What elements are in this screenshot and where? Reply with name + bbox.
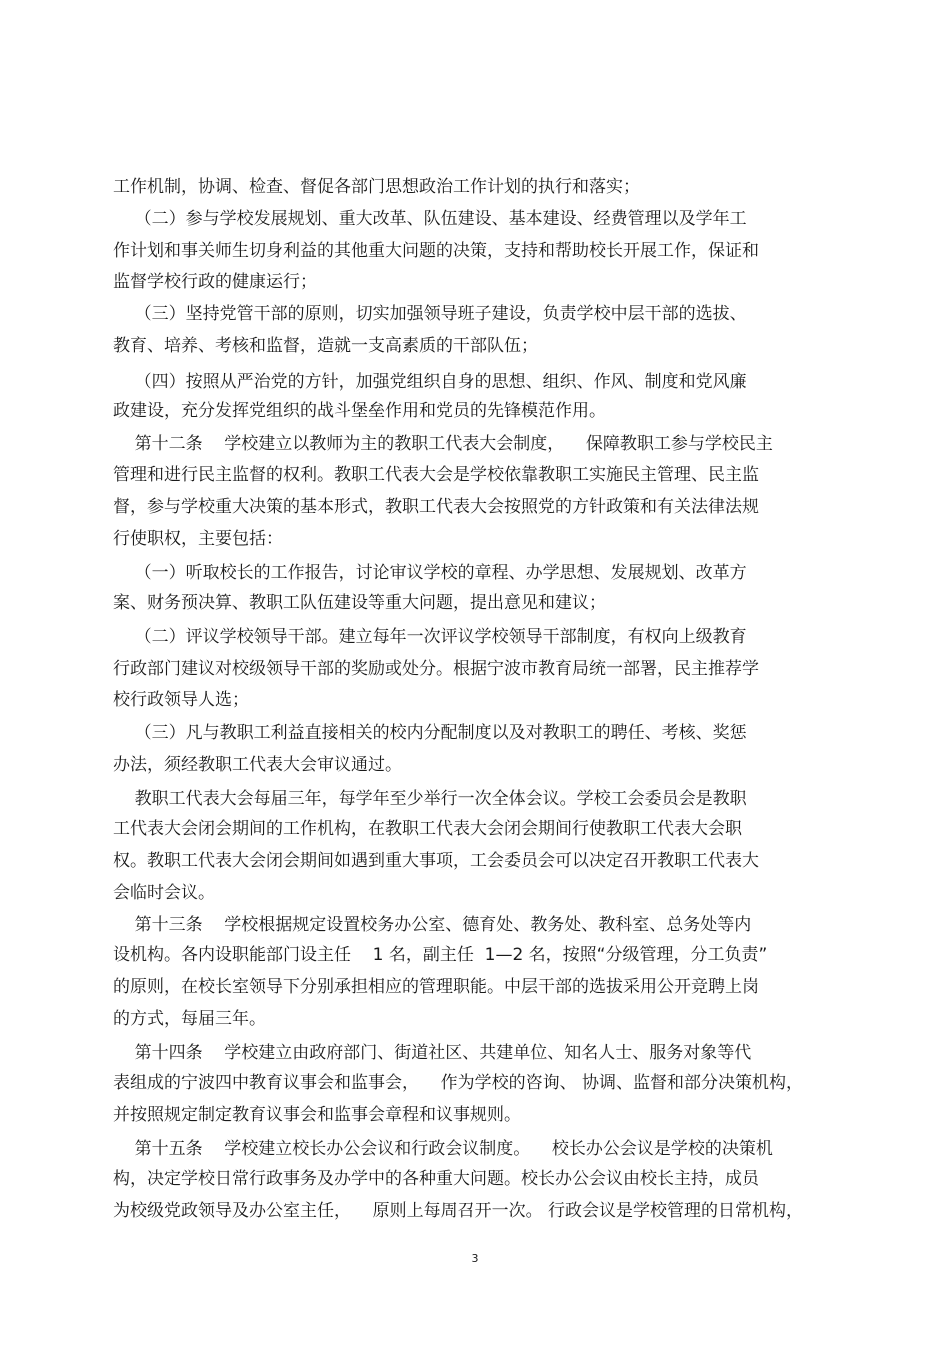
text-line: 第十四条 学校建立由政府部门、街道社区、共建单位、知名人士、服务对象等代	[113, 1043, 752, 1063]
text-line: 权。教职工代表大会闭会期间如遇到重大事项，工会委员会可以决定召开教职工代表大	[113, 851, 759, 871]
text-line: 为校级党政领导及办公室主任， 原则上每周召开一次。 行政会议是学校管理的日常机构，	[113, 1201, 804, 1221]
text-line: 作计划和事关师生切身利益的其他重大问题的决策，支持和帮助校长开展工作，保证和	[113, 241, 759, 261]
text-line: （四）按照从严治党的方针，加强党组织自身的思想、组织、作风、制度和党风廉	[113, 372, 747, 392]
text-line: 政建设，充分发挥党组织的战斗堡垒作用和党员的先锋模范作用。	[113, 401, 606, 421]
text-line: 会临时会议。	[113, 883, 215, 903]
text-line: （三）凡与教职工利益直接相关的校内分配制度以及对教职工的聘任、考核、奖惩	[113, 723, 747, 743]
text-line: 工作机制，协调、检查、督促各部门思想政治工作计划的执行和落实；	[113, 177, 640, 197]
text-line: 教职工代表大会每届三年，每学年至少举行一次全体会议。学校工会委员会是教职	[113, 789, 747, 809]
text-line: （二）参与学校发展规划、重大改革、队伍建设、基本建设、经费管理以及学年工	[113, 209, 747, 229]
text-line: 表组成的宁波四中教育议事会和监事会， 作为学校的咨询、 协调、监督和部分决策机构，	[113, 1073, 804, 1093]
text-line: 的方式，每届三年。	[113, 1009, 266, 1029]
text-line: 第十三条 学校根据规定设置校务办公室、德育处、教务处、教科室、总务处等内	[113, 915, 752, 935]
text-line: （三）坚持党管干部的原则，切实加强领导班子建设，负责学校中层干部的选拔、	[113, 304, 747, 324]
text-line: 行使职权，主要包括：	[113, 529, 283, 549]
text-line: 监督学校行政的健康运行；	[113, 272, 317, 292]
text-line: 设机构。各内设职能部门设主任 1 名，副主任 1—2 名，按照“分级管理，分工负责”	[113, 945, 768, 965]
text-line: 管理和进行民主监督的权利。教职工代表大会是学校依靠教职工实施民主管理、民主监	[113, 465, 759, 485]
text-line: 校行政领导人选；	[113, 690, 249, 710]
text-line: 工代表大会闭会期间的工作机构，在教职工代表大会闭会期间行使教职工代表大会职	[113, 819, 742, 839]
text-line: 督，参与学校重大决策的基本形式，教职工代表大会按照党的方针政策和有关法律法规	[113, 497, 759, 517]
text-line: （二）评议学校领导干部。建立每年一次评议学校领导干部制度，有权向上级教育	[113, 627, 747, 647]
text-line: 构，决定学校日常行政事务及办学中的各种重大问题。校长办公会议由校长主持，成员	[113, 1169, 759, 1189]
text-line: 教育、培养、考核和监督，造就一支高素质的干部队伍；	[113, 336, 538, 356]
text-line: 行政部门建议对校级领导干部的奖励或处分。根据宁波市教育局统一部署，民主推荐学	[113, 659, 759, 679]
text-line: 办法，须经教职工代表大会审议通过。	[113, 755, 402, 775]
text-line: 第十五条 学校建立校长办公会议和行政会议制度。 校长办公会议是学校的决策机	[113, 1139, 773, 1159]
text-line: 案、财务预决算、教职工队伍建设等重大问题，提出意见和建议；	[113, 593, 606, 613]
text-line: 并按照规定制定教育议事会和监事会章程和议事规则。	[113, 1105, 521, 1125]
text-line: （一）听取校长的工作报告，讨论审议学校的章程、办学思想、发展规划、改革方	[113, 563, 747, 583]
page-number: 3	[471, 1252, 479, 1265]
text-line: 第十二条 学校建立以教师为主的教职工代表大会制度， 保障教职工参与学校民主	[113, 434, 773, 454]
text-line: 的原则，在校长室领导下分别承担相应的管理职能。中层干部的选拔采用公开竞聘上岗	[113, 977, 759, 997]
